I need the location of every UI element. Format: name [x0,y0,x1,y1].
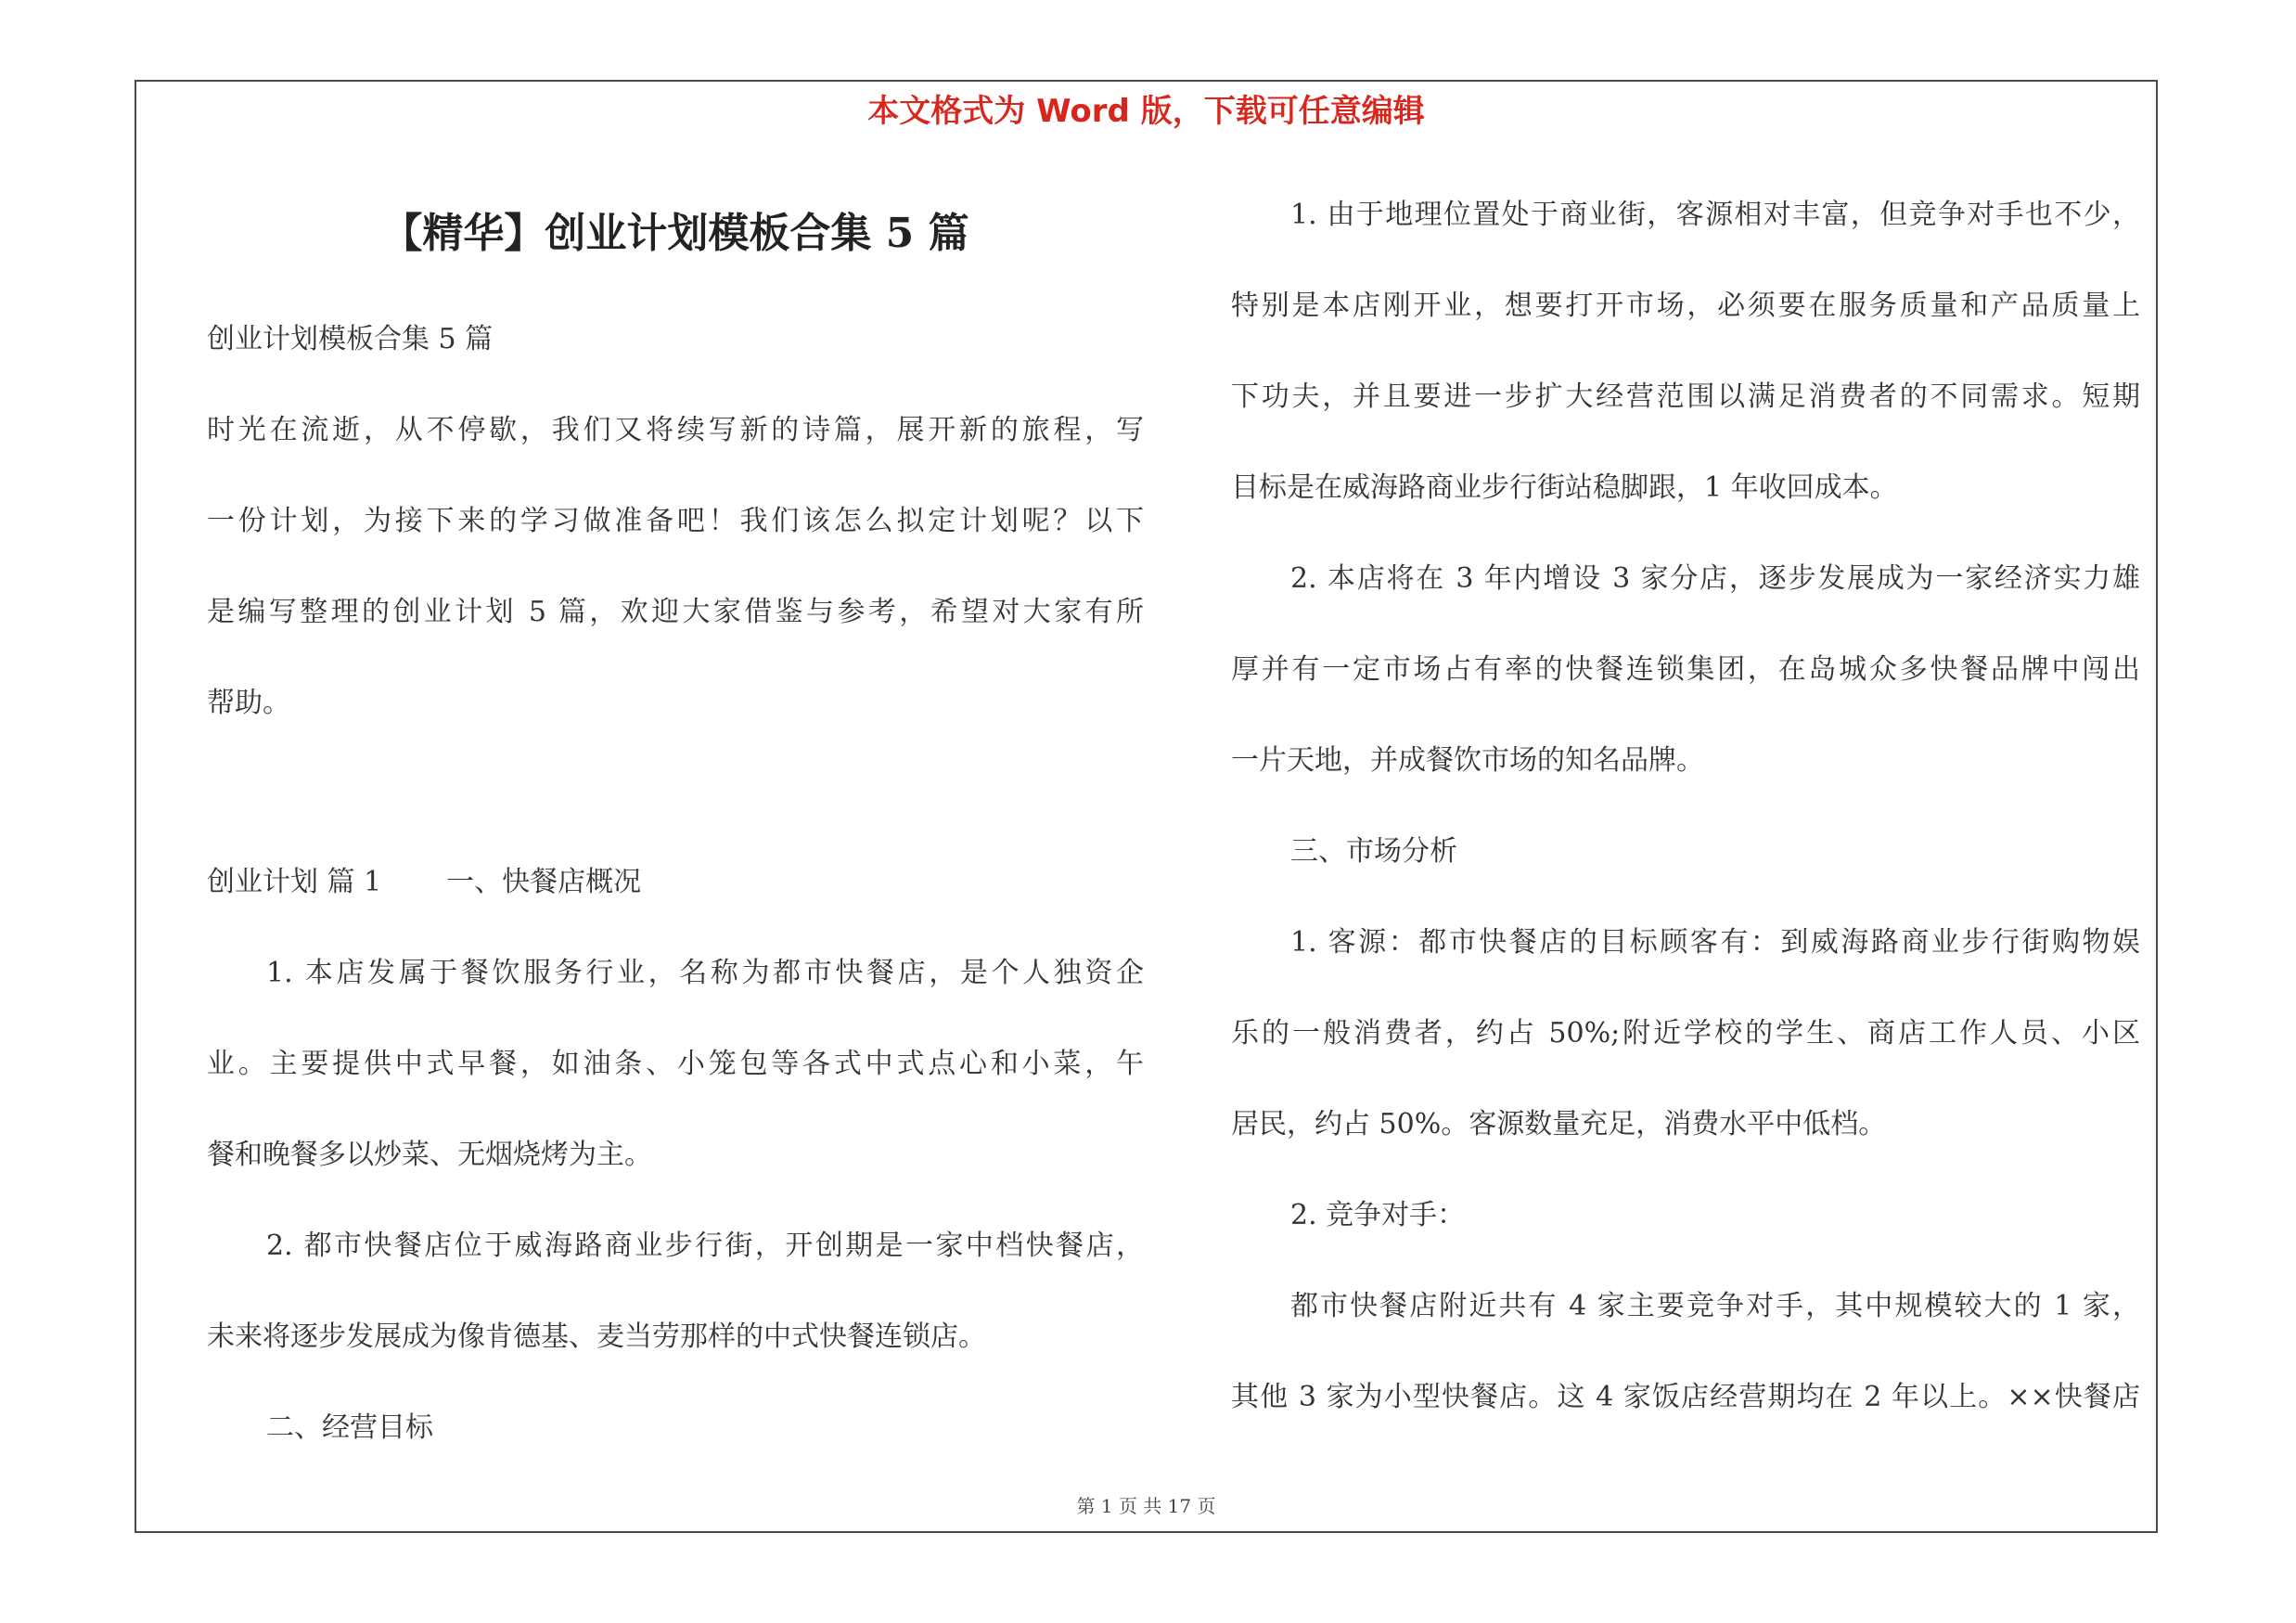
r-para-3-line-2: 乐的一般消费者，约占 50%;附近学校的学生、商店工作人员、小区 [1231,1017,2140,1050]
heading-operating-goals: 二、经营目标 [266,1411,433,1444]
r-para-1-line-4: 目标是在威海路商业步行街站稳脚跟，1 年收回成本。 [1231,471,1898,504]
r-para-2-line-2: 厚并有一定市场占有率的快餐连锁集团，在岛城众多快餐品牌中闯出 [1231,653,2140,686]
subtitle: 创业计划模板合集 5 篇 [207,323,494,355]
r-competitors-heading: 2. 竞争对手： [1290,1199,1466,1231]
r-para-5-line-2: 其他 3 家为小型快餐店。这 4 家饭店经营期均在 2 年以上。××快餐店 [1231,1381,2140,1413]
intro-line-2: 一份计划，为接下来的学习做准备吧！我们该怎么拟定计划呢？以下 [207,505,1144,537]
section-label: 创业计划 篇 1 [207,866,382,898]
r-para-2-line-3: 一片天地，并成餐饮市场的知名品牌。 [1231,744,1704,777]
page-number-footer: 第 1 页 共 17 页 [1076,1495,1216,1517]
format-banner: 本文格式为 Word 版，下载可任意编辑 [867,93,1425,130]
r-para-2-line-1: 2. 本店将在 3 年内增设 3 家分店，逐步发展成为一家经济实力雄 [1290,562,2140,595]
para-1-line-1: 1. 本店发属于餐饮服务行业，名称为都市快餐店，是个人独资企 [266,957,1144,989]
heading-market-analysis: 三、市场分析 [1290,835,1457,868]
r-para-3-line-3: 居民，约占 50%。客源数量充足，消费水平中低档。 [1231,1108,1887,1140]
para-1-line-2: 业。主要提供中式早餐，如油条、小笼包等各式中式点心和小菜，午 [207,1048,1144,1080]
r-para-3-line-1: 1. 客源：都市快餐店的目标顾客有：到威海路商业步行街购物娱 [1290,926,2140,959]
section-line [207,864,1144,901]
document-title: 【精华】创业计划模板合集 5 篇 [381,210,969,257]
para-1-line-3: 餐和晚餐多以炒菜、无烟烧烤为主。 [207,1139,652,1171]
r-para-1-line-1: 1. 由于地理位置处于商业街，客源相对丰富，但竞争对手也不少， [1290,199,2140,231]
r-para-1-line-2: 特别是本店刚开业，想要打开市场，必须要在服务质量和产品质量上 [1231,290,2140,322]
para-2-line-2: 未来将逐步发展成为像肯德基、麦当劳那样的中式快餐连锁店。 [207,1320,986,1353]
intro-line-4: 帮助。 [207,687,290,719]
para-2-line-1: 2. 都市快餐店位于威海路商业步行街，开创期是一家中档快餐店， [266,1230,1144,1262]
intro-line-1: 时光在流逝，从不停歇，我们又将续写新的诗篇，展开新的旅程，写 [207,414,1144,446]
document-page [135,80,2158,1533]
intro-line-3: 是编写整理的创业计划 5 篇，欢迎大家借鉴与参考，希望对大家有所 [207,596,1144,628]
r-para-1-line-3: 下功夫，并且要进一步扩大经营范围以满足消费者的不同需求。短期 [1231,380,2140,413]
section-heading: 一、快餐店概况 [446,866,642,898]
r-para-5-line-1: 都市快餐店附近共有 4 家主要竞争对手，其中规模较大的 1 家， [1290,1290,2140,1322]
